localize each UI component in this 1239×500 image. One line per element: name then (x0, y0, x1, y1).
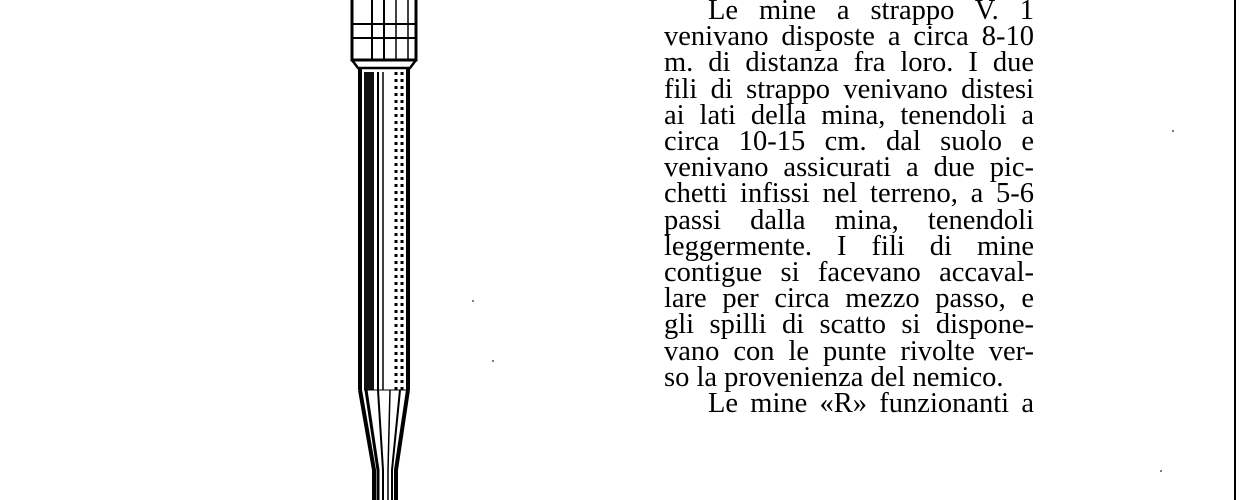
text-line: contigue si facevano accaval- (664, 257, 1034, 289)
text-line: ai lati della mina, tenendoli a (664, 99, 1034, 131)
text-line: passi dalla mina, tenendoli (664, 204, 1034, 236)
page-edge-rule (1234, 0, 1236, 500)
text-line: lare per circa mezzo passo, e (664, 283, 1034, 315)
text-line: leggermente. I fili di mine (664, 230, 1034, 262)
text-line: venivano disposte a circa 8-10 (664, 21, 1034, 53)
scan-speck (1172, 130, 1174, 132)
body-text-column (664, 0, 1034, 420)
text-line: circa 10-15 cm. dal suolo e (664, 126, 1034, 158)
text-line: gli spilli di scatto si dispone- (664, 309, 1034, 341)
scan-speck (492, 360, 494, 362)
text-line: chetti infissi nel terreno, a 5-6 (664, 178, 1034, 210)
mine-drawing-illustration (330, 0, 440, 500)
scan-speck (472, 300, 474, 302)
text-line: vano con le punte rivolte ver- (664, 335, 1034, 367)
text-line: so la provenienza del nemico. (664, 361, 1004, 393)
text-line: fili di strappo venivano distesi (664, 73, 1034, 105)
text-line: Le mine a strappo V. 1 (708, 0, 1034, 26)
text-line: venivano assicurati a due pic- (664, 152, 1034, 184)
text-line: m. di distanza fra loro. I due (664, 47, 1034, 79)
scan-speck (1160, 470, 1162, 472)
paragraph-2-first-line: Le mine «R» funzionanti a (708, 388, 1034, 420)
